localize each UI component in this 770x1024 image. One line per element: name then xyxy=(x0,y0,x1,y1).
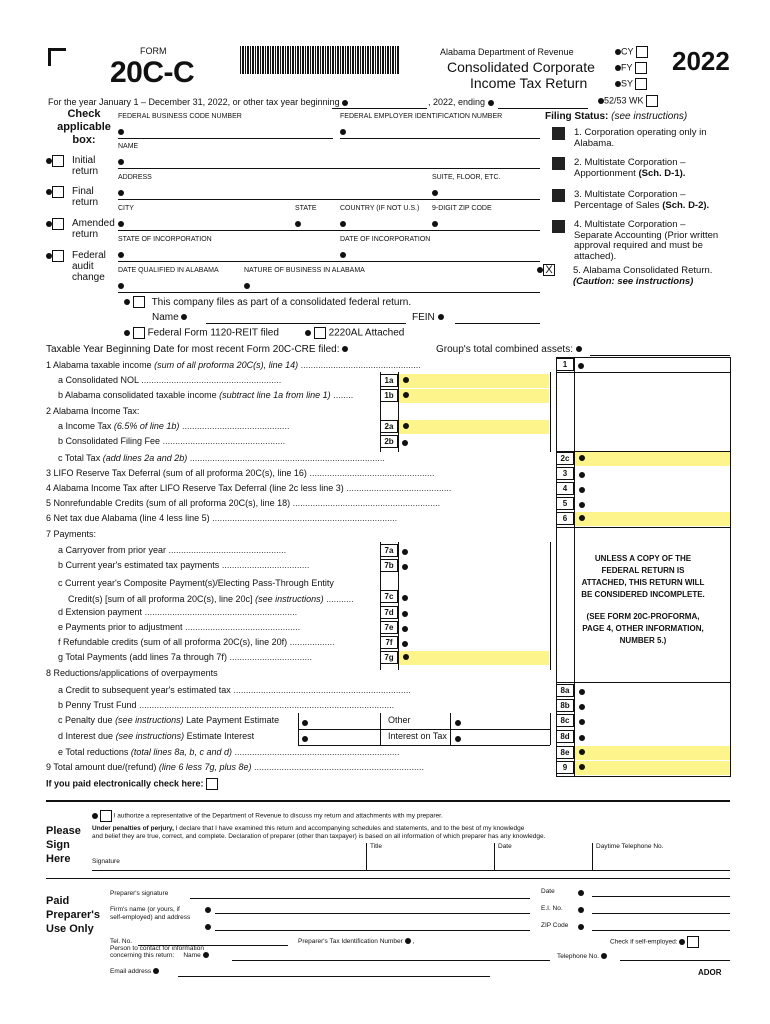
line-2c-field[interactable] xyxy=(575,452,730,466)
federal-return-notice: UNLESS A COPY OF THE FEDERAL RETURN IS ATTACHED, THIS RETURN WILL BE CONSIDERED INCOMPLETE. (SEE FORM 20C-PROFORMA, PAGE 4, OTHER INFORMATION, NUMBER 5.) xyxy=(581,554,705,645)
bullet-icon xyxy=(295,221,301,227)
box-7a: 7a xyxy=(380,544,398,557)
check-box-title: Check applicable box: xyxy=(57,108,111,146)
box-8a: 8a xyxy=(556,684,574,697)
contact-name-field[interactable] xyxy=(232,960,550,961)
bullet-icon xyxy=(432,221,438,227)
line-2a-field[interactable] xyxy=(399,420,549,434)
line-1b: b Alabama consolidated taxable income (subtract line 1a from line 1) ........ xyxy=(58,390,354,400)
barcode xyxy=(240,46,400,74)
line-7a: a Carryover from prior year ............................................... xyxy=(58,545,287,555)
bullet-icon xyxy=(488,100,494,106)
address-label: ADDRESS xyxy=(118,174,152,181)
preparer-date-field[interactable] xyxy=(592,896,730,897)
box-8e: 8e xyxy=(556,746,574,759)
line-7e-field[interactable] xyxy=(402,623,408,633)
name-field[interactable] xyxy=(118,168,540,169)
line-1a-field[interactable] xyxy=(399,374,549,388)
department: Alabama Department of Revenue xyxy=(440,47,574,57)
period-text: For the year January 1 – December 31, 2022, or other tax year beginning xyxy=(48,97,348,107)
initial-return-checkbox[interactable] xyxy=(52,155,64,167)
box-8d: 8d xyxy=(556,730,574,743)
zip-label-prep: ZIP Code xyxy=(541,922,569,929)
line-3-field[interactable] xyxy=(579,469,585,479)
bullet-icon xyxy=(302,720,308,726)
bullet-icon xyxy=(118,283,124,289)
line-2b-field[interactable] xyxy=(402,437,408,447)
city-label: CITY xyxy=(118,205,134,212)
line-8d: d Interest due (see instructions) Estimate Interest xyxy=(58,731,255,741)
combined-assets-field[interactable] xyxy=(590,355,730,356)
form-number: 20C-C xyxy=(110,56,195,89)
email-field[interactable] xyxy=(178,976,490,977)
line-8b-field[interactable] xyxy=(579,701,585,711)
address-field[interactable] xyxy=(118,199,540,200)
date-qual-label: DATE QUALIFIED IN ALABAMA xyxy=(118,267,219,274)
qualified-field[interactable] xyxy=(118,292,540,293)
box-3: 3 xyxy=(556,467,574,480)
status-4-box[interactable] xyxy=(552,220,565,233)
wk-checkbox[interactable] xyxy=(646,95,658,107)
firm-label: Firm's name (or yours, if self-employed) and address xyxy=(110,906,191,921)
bullet-icon xyxy=(340,129,346,135)
line-8a: a Credit to subsequent year's estimated tax ....................................................................... xyxy=(58,685,411,695)
line-5-field[interactable] xyxy=(579,499,585,509)
status-4[interactable]: 4. Multistate Corporation – Separate Accounting (Prior written approval required and must be attached). xyxy=(552,220,732,233)
consolidated-name-field[interactable] xyxy=(206,323,406,324)
box-7f: 7f xyxy=(380,636,398,649)
line-8: 8 Reductions/applications of overpayments xyxy=(46,668,218,678)
final-return-checkbox[interactable] xyxy=(52,186,64,198)
title-line2: Income Tax Return xyxy=(470,75,588,91)
city-state-zip-field[interactable] xyxy=(118,230,540,231)
line-7g-field[interactable] xyxy=(399,651,549,665)
electronic-payment-checkbox[interactable] xyxy=(206,778,218,790)
incorporation-field[interactable] xyxy=(118,261,540,262)
fy-checkbox[interactable] xyxy=(635,62,647,74)
status-5[interactable]: X 5. Alabama Consolidated Return. (Caution: see instructions) xyxy=(537,264,737,276)
perjury-text: Under penalties of perjury, I declare that I have examined this return and accompanying schedules and statements, and to the best of my knowledge and belief they are true, correct, and complete. Declaration of preparer (other than taxpayer) is based on all information of which preparer has any knowledge. xyxy=(92,825,546,840)
bullet-icon xyxy=(455,720,461,726)
firm-name-field[interactable] xyxy=(215,913,530,914)
line-8c-field[interactable] xyxy=(579,716,585,726)
line-8d-field[interactable] xyxy=(579,732,585,742)
box-2a: 2a xyxy=(380,420,398,433)
preparer-sig-label: Preparer's signature xyxy=(110,890,169,897)
attached-checkbox[interactable] xyxy=(314,327,326,339)
state-label: STATE xyxy=(295,205,317,212)
box-2c: 2c xyxy=(556,452,574,465)
files-consolidated-row[interactable]: This company files as part of a consolidated federal return. xyxy=(124,296,411,308)
line-1: 1 Alabama taxable income (sum of all proforma 20C(s), line 14) ................................................ xyxy=(46,360,421,370)
line-8d-interest-tax: Interest on Tax xyxy=(388,731,447,741)
bullet-icon xyxy=(205,924,211,930)
line-5: 5 Nonrefundable Credits (sum of all proforma 20C(s), line 18) ........................................................... xyxy=(46,498,441,508)
preparer-sig-field[interactable] xyxy=(190,898,530,899)
line-9-field[interactable] xyxy=(575,761,730,775)
date-inc-label: DATE OF INCORPORATION xyxy=(340,236,431,243)
bullet-icon xyxy=(432,190,438,196)
country-label: COUNTRY (IF NOT U.S.) xyxy=(340,205,420,212)
line-7c: c Current year's Composite Payment(s)/Electing Pass-Through Entity Credit(s) [sum of all proforma 20C(s), line 20c] (see instructions) ........... xyxy=(58,578,354,604)
reit-row[interactable]: Federal Form 1120-REIT filed xyxy=(124,327,279,339)
federal-audit-checkbox[interactable] xyxy=(52,250,64,262)
please-sign-here: Please Sign Here xyxy=(46,825,81,865)
sy-checkbox[interactable] xyxy=(635,78,647,90)
line-3: 3 LIFO Reserve Tax Deferral (sum of all proforma 20C(s), line 16) .................................................. xyxy=(46,468,435,478)
tax-year: 2022 xyxy=(672,46,730,76)
suite-label: SUITE, FLOOR, ETC. xyxy=(432,174,501,181)
state-inc-label: STATE OF INCORPORATION xyxy=(118,236,212,243)
title-line1: Consolidated Corporate xyxy=(447,59,595,75)
bullet-icon xyxy=(578,924,584,930)
bullet-icon xyxy=(340,221,346,227)
end-date-field[interactable] xyxy=(498,108,588,109)
line-9: 9 Total amount due/(refund) (line 6 less 7g, plus 8e) .................................................................... xyxy=(46,762,425,772)
amended-return-option[interactable]: Amended return xyxy=(46,218,64,230)
filing-status-title: Filing Status: (see instructions) xyxy=(545,111,688,122)
zip-label: 9-DIGIT ZIP CODE xyxy=(432,205,492,212)
signature-field[interactable] xyxy=(92,870,730,871)
line-7a-field[interactable] xyxy=(402,546,408,556)
begin-date-field[interactable] xyxy=(332,108,427,109)
bullet-icon xyxy=(340,252,346,258)
line-7d-field[interactable] xyxy=(402,608,408,618)
files-consolidated-checkbox[interactable] xyxy=(133,296,145,308)
business-code-label: FEDERAL BUSINESS CODE NUMBER xyxy=(118,113,242,120)
box-2b: 2b xyxy=(380,435,398,448)
bullet-icon xyxy=(342,100,348,106)
wk-option[interactable]: 52/53 WK xyxy=(598,95,658,107)
line-8e-field[interactable] xyxy=(575,746,730,760)
box-7c: 7c xyxy=(380,590,398,603)
telephone-label: Telephone No. xyxy=(557,953,607,960)
authorize-checkbox[interactable] xyxy=(100,810,112,822)
line-7f: f Refundable credits (sum of all proforma 20C(s), line 20f) .................. xyxy=(58,637,335,647)
box-7e: 7e xyxy=(380,621,398,634)
self-employed-checkbox[interactable] xyxy=(687,936,699,948)
ending-text: , 2022, ending xyxy=(428,97,494,107)
line-7b-field[interactable] xyxy=(402,561,408,571)
line-4-field[interactable] xyxy=(579,484,585,494)
bullet-icon xyxy=(118,190,124,196)
line-7d: d Extension payment ............................................................. xyxy=(58,607,298,617)
box-8b: 8b xyxy=(556,699,574,712)
electronic-payment[interactable]: If you paid electronically check here: xyxy=(46,778,218,790)
bullet-icon xyxy=(578,907,584,913)
zip-field-prep[interactable] xyxy=(592,930,730,931)
line-8e: e Total reductions (total lines 8a, b, c and d) .................................................................. xyxy=(58,747,400,757)
sign-phone-label: Daytime Telephone No. xyxy=(596,843,664,850)
line-1b-field[interactable] xyxy=(399,389,549,403)
status-1[interactable]: 1. Corporation operating only in Alabama. xyxy=(552,127,732,140)
nature-label: NATURE OF BUSINESS IN ALABAMA xyxy=(244,267,365,274)
box-8c: 8c xyxy=(556,714,574,727)
bullet-icon xyxy=(118,159,124,165)
consolidated-fein-field[interactable] xyxy=(455,323,540,324)
line-8c-other: Other xyxy=(388,715,411,725)
taxable-year-row: Taxable Year Beginning Date for most recent Form 20C-CRE filed: xyxy=(46,344,348,355)
line-1-field[interactable] xyxy=(578,360,584,370)
contact-label: Person to contact for information concerning this return: Name xyxy=(110,945,209,959)
fy-option[interactable]: FY xyxy=(615,62,647,74)
line-4: 4 Alabama Income Tax after LIFO Reserve Tax Deferral (line 2c less line 3) .......................................... xyxy=(46,483,452,493)
status-2-box[interactable] xyxy=(552,157,565,170)
box-6: 6 xyxy=(556,512,574,525)
line-7e: e Payments prior to adjustment .............................................. xyxy=(58,622,301,632)
sign-date-label: Date xyxy=(498,843,512,850)
box-7g: 7g xyxy=(380,651,398,664)
cy-option[interactable]: CY xyxy=(615,46,648,58)
box-5: 5 xyxy=(556,497,574,510)
line-2: 2 Alabama Income Tax: xyxy=(46,406,140,416)
amended-return-checkbox[interactable] xyxy=(52,218,64,230)
ei-field[interactable] xyxy=(592,913,730,914)
line-6: 6 Net tax due Alabama (line 4 less line 5) .......................................................................... xyxy=(46,513,398,523)
signature-label: Signature xyxy=(92,858,120,865)
box-1: 1 xyxy=(556,358,574,371)
box-1b: 1b xyxy=(380,389,398,402)
line-8b: b Penny Trust Fund ...................................................................................................... xyxy=(58,700,395,710)
business-code-field[interactable] xyxy=(118,138,333,139)
box-7b: 7b xyxy=(380,559,398,572)
ein-field[interactable] xyxy=(340,138,540,139)
name-row: Name xyxy=(152,312,187,323)
telephone-field[interactable] xyxy=(620,960,730,961)
line-1a: a Consolidated NOL ........................................................ xyxy=(58,375,282,385)
email-label: Email address xyxy=(110,968,159,975)
bullet-icon xyxy=(302,736,308,742)
corner-mark xyxy=(48,48,66,66)
firm-address-field[interactable] xyxy=(215,930,530,931)
ei-label: E.I. No. xyxy=(541,905,563,912)
bullet-icon xyxy=(118,129,124,135)
line-2a: a Income Tax (6.5% of line 1b) ........................................... xyxy=(58,421,290,431)
initial-return-option[interactable]: Initial return xyxy=(46,155,64,167)
box-7d: 7d xyxy=(380,606,398,619)
form-label: FORM xyxy=(140,46,167,56)
ador-label: ADOR xyxy=(698,968,722,977)
box-1a: 1a xyxy=(380,374,398,387)
bullet-icon xyxy=(244,283,250,289)
line-6-field[interactable] xyxy=(575,512,730,526)
status-5-checkbox[interactable]: X xyxy=(543,264,555,276)
federal-audit-option[interactable]: Federal audit change xyxy=(46,250,64,262)
line-7c-field[interactable] xyxy=(402,592,408,602)
name-label: NAME xyxy=(118,143,139,150)
line-8c: c Penalty due (see instructions) Late Payment Estimate xyxy=(58,715,280,725)
preparer-date-label: Date xyxy=(541,888,555,895)
status-3[interactable]: 3. Multistate Corporation – Percentage of Sales (Sch. D-2). xyxy=(552,189,732,202)
bullet-icon xyxy=(455,736,461,742)
fein-row: FEIN xyxy=(412,312,444,323)
combined-assets-row: Group's total combined assets: xyxy=(436,344,582,355)
line-8a-field[interactable] xyxy=(579,686,585,696)
attached-row[interactable]: 2220AL Attached xyxy=(305,327,404,339)
reit-checkbox[interactable] xyxy=(133,327,145,339)
status-3-box[interactable] xyxy=(552,189,565,202)
status-2[interactable]: 2. Multistate Corporation – Apportionment (Sch. D-1). xyxy=(552,157,732,170)
bullet-icon xyxy=(205,907,211,913)
paid-preparer: Paid Preparer's Use Only xyxy=(46,895,100,935)
line-7b: b Current year's estimated tax payments ................................... xyxy=(58,560,310,570)
box-4: 4 xyxy=(556,482,574,495)
box-9: 9 xyxy=(556,761,574,774)
tel-label: Tel. No. xyxy=(110,938,133,945)
bullet-icon xyxy=(118,221,124,227)
bullet-icon xyxy=(578,890,584,896)
final-return-option[interactable]: Final return xyxy=(46,186,64,198)
sign-title-label: Title xyxy=(370,843,383,850)
ein-label: FEDERAL EMPLOYER IDENTIFICATION NUMBER xyxy=(340,113,503,120)
authorize-row[interactable]: I authorize a representative of the Department of Revenue to discuss my return and attachments with my preparer. xyxy=(92,810,443,822)
line-2c: c Total Tax (add lines 2a and 2b) .............................................................................. xyxy=(58,453,385,463)
line-7: 7 Payments: xyxy=(46,529,97,539)
cy-checkbox[interactable] xyxy=(636,46,648,58)
line-7f-field[interactable] xyxy=(402,638,408,648)
self-employed[interactable]: Check if self-employed: xyxy=(610,936,699,948)
line-7g: g Total Payments (add lines 7a through 7f) ................................. xyxy=(58,652,312,662)
ptin-label: Preparer's Tax Identification Number , xyxy=(298,938,415,945)
status-1-box[interactable] xyxy=(552,127,565,140)
bullet-icon xyxy=(118,252,124,258)
sy-option[interactable]: SY xyxy=(615,78,647,90)
line-2b: b Consolidated Filing Fee ................................................. xyxy=(58,436,286,446)
